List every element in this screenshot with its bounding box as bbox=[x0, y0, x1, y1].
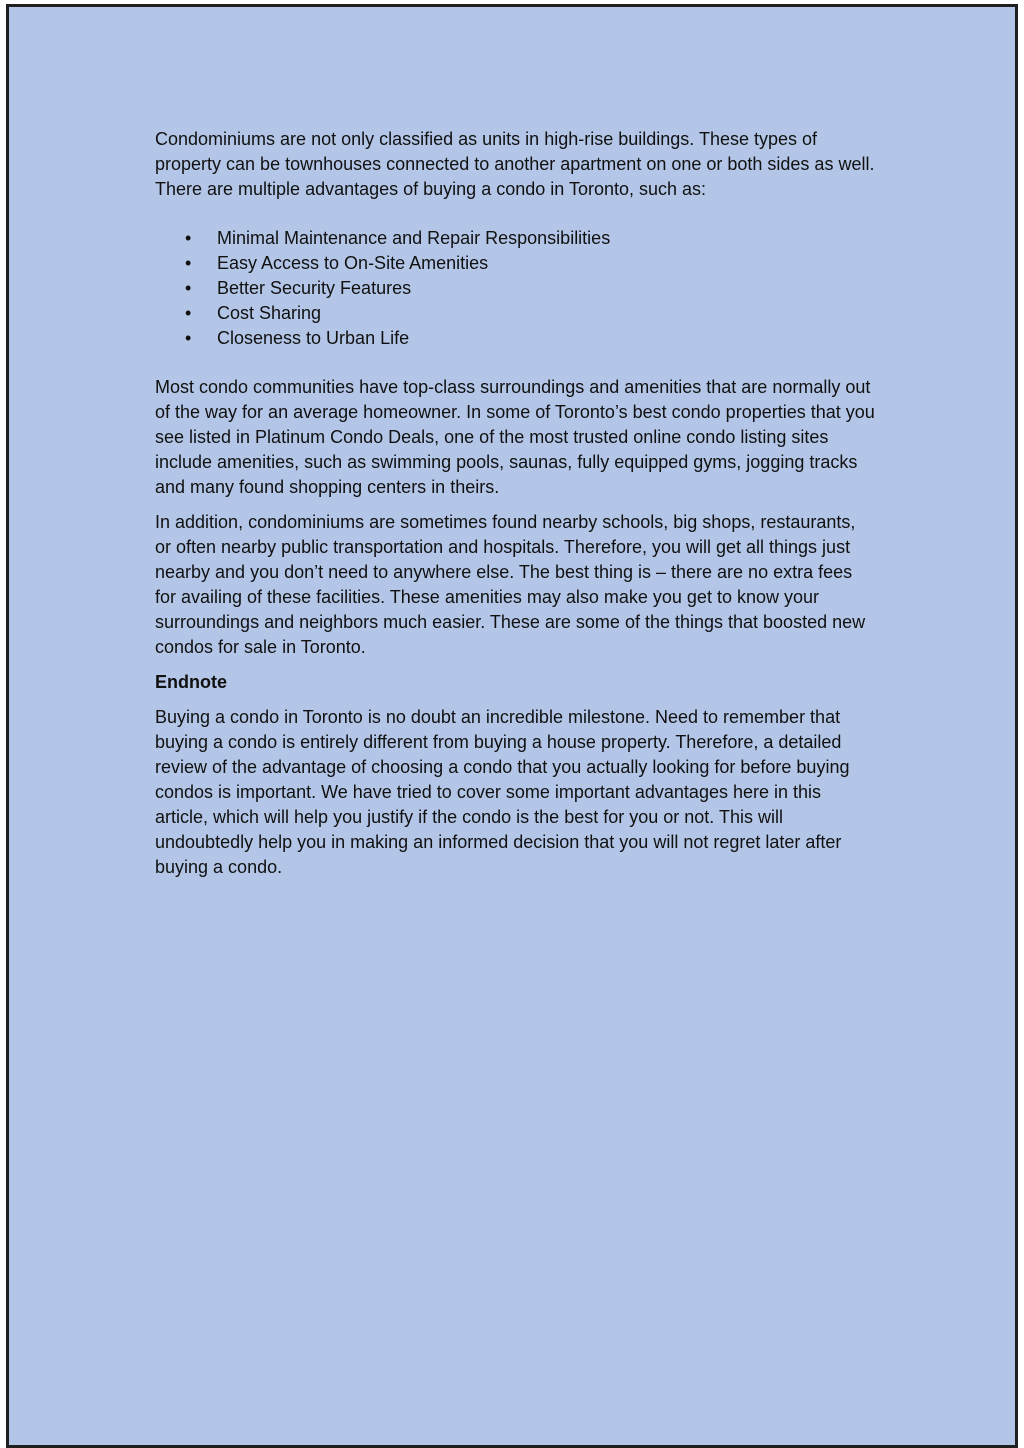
list-item-text: Easy Access to On-Site Amenities bbox=[217, 253, 489, 273]
document-page bbox=[6, 4, 1018, 1448]
intro-paragraph: Condominiums are not only classified as units in high-rise buildings. These types of property can be townhouses connected to another apartment on one or both sides as well. There are multiple advantages of buying a condo in Toronto, such as: bbox=[155, 129, 875, 199]
amenities-paragraph: Most condo communities have top-class surroundings and amenities that are normally out of the way for an average homeowner. In some of Toronto’s best condo properties that you see listed in Platinum Condo Deals, one of the most trusted online condo listing sites include amenities, such as swimming pools, saunas, fully equipped gyms, jogging tracks and many found shopping centers in theirs. bbox=[155, 377, 875, 497]
list-item bbox=[155, 251, 875, 276]
list-item bbox=[155, 301, 875, 326]
bullet-icon: • bbox=[185, 303, 192, 323]
bullet-icon: • bbox=[185, 328, 192, 348]
list-item bbox=[155, 226, 875, 251]
bullet-icon: • bbox=[185, 253, 192, 273]
list-item bbox=[155, 326, 875, 351]
advantages-list bbox=[155, 226, 875, 351]
list-item-text: Closeness to Urban Life bbox=[217, 328, 410, 348]
list-item-text: Better Security Features bbox=[217, 278, 412, 298]
list-item bbox=[155, 276, 875, 301]
bullet-icon: • bbox=[185, 228, 192, 248]
endnote-paragraph: Buying a condo in Toronto is no doubt an incredible milestone. Need to remember that buying a condo is entirely different from buying a house property. Therefore, a detailed review of the advantage of choosing a condo that you actually looking for before buying condos is important. We have tried to cover some important advantages here in this article, which will help you justify if the condo is the best for you or not. This will undoubtedly help you in making an informed decision that you will not regret later after buying a condo. bbox=[155, 707, 850, 877]
bullet-icon: • bbox=[185, 278, 192, 298]
list-item-text: Cost Sharing bbox=[217, 303, 322, 323]
document-body bbox=[155, 127, 875, 890]
endnote-heading: Endnote bbox=[155, 672, 227, 692]
list-item-text: Minimal Maintenance and Repair Responsibilities bbox=[217, 228, 611, 248]
location-paragraph: In addition, condominiums are sometimes found nearby schools, big shops, restaurants, or often nearby public transportation and hospitals. Therefore, you will get all things just nearby and you don’t need to anywhere else. The best thing is – there are no extra fees for availing of these facilities. These amenities may also make you get to know your surroundings and neighbors much easier. These are some of the things that boosted new condos for sale in Toronto. bbox=[155, 512, 866, 657]
